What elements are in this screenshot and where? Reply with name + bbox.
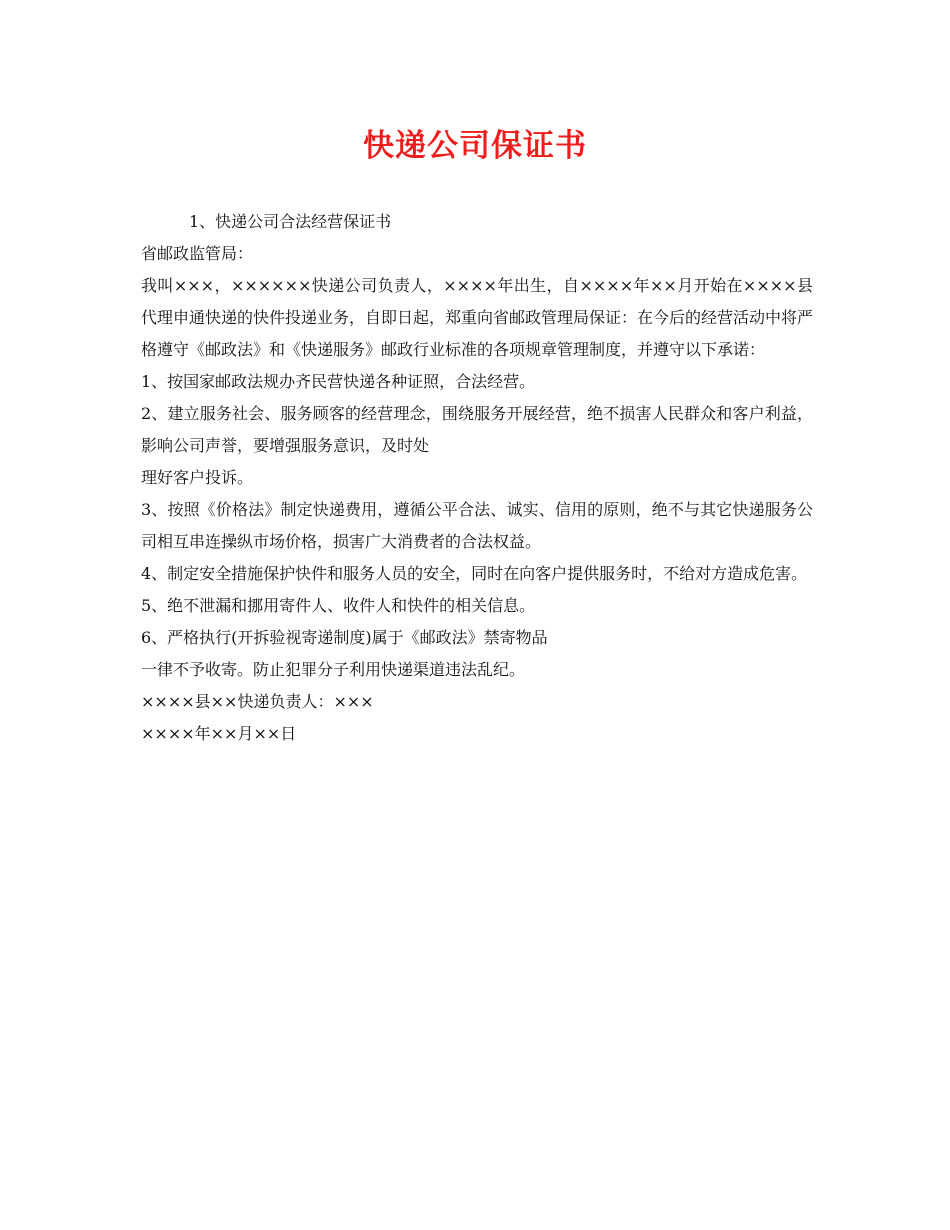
document-title: 快递公司保证书 [363, 128, 587, 164]
pledge-item-2: 2、建立服务社会、服务顾客的经营理念，围绕服务开展经营，绝不损害人民群众和客户利益，影响公司声誉，要增强服务意识，及时处 [141, 404, 813, 455]
section-heading: 1、快递公司合法经营保证书 [189, 212, 392, 231]
pledge-item-1: 1、按国家邮政法规办齐民营快递各种证照，合法经营。 [141, 372, 536, 391]
intro-paragraph: 我叫×××，××××××快递公司负责人，××××年出生，自××××年××月开始在××××县代理申通快递的快件投递业务，自即日起，郑重向省邮政管理局保证：在今后的经营活动中将严格遵守《邮政法》和《快递服务》邮政行业标准的各项规章管理制度，并遵守以下承诺： [141, 276, 814, 359]
pledge-item-5: 5、绝不泄漏和挪用寄件人、收件人和快件的相关信息。 [141, 596, 536, 615]
pledge-item-6-continued: 一律不予收寄。防止犯罪分子利用快递渠道违法乱纪。 [141, 660, 526, 679]
pledge-item-4: 4、制定安全措施保护快件和服务人员的安全，同时在向客户提供服务时，不给对方造成危害。 [141, 564, 808, 583]
date-line: ××××年××月××日 [141, 724, 297, 743]
pledge-item-3: 3、按照《价格法》制定快递费用，遵循公平合法、诚实、信用的原则，绝不与其它快递服务公司相互串连操纵市场价格，损害广大消费者的合法权益。 [141, 500, 813, 551]
document-body [141, 206, 813, 750]
pledge-item-2-continued: 理好客户投诉。 [141, 468, 254, 487]
signature-line: ××××县××快递负责人：××× [141, 692, 374, 711]
addressee: 省邮政监管局： [141, 244, 254, 263]
pledge-item-6: 6、严格执行(开拆验视寄递制度)属于《邮政法》禁寄物品 [141, 628, 548, 647]
